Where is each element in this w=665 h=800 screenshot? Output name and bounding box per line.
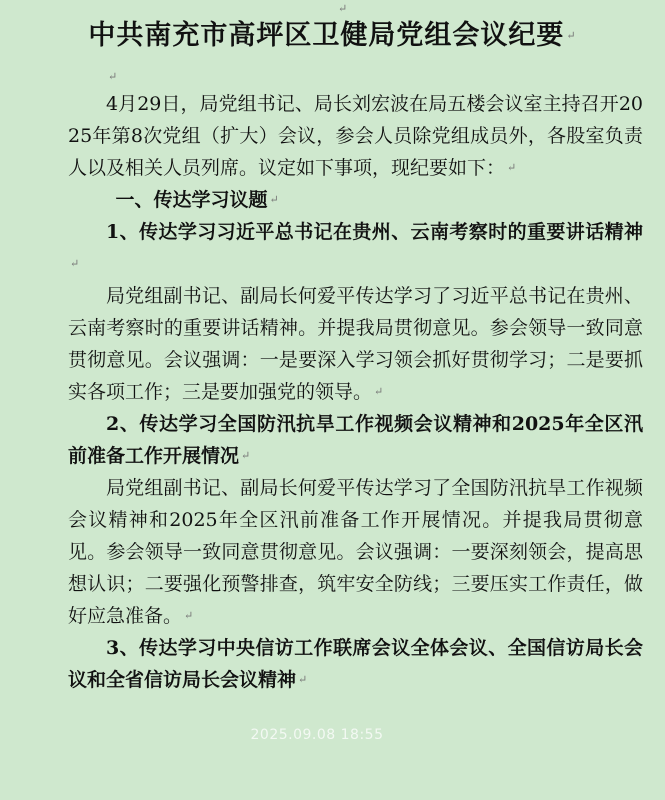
item-heading: [68, 632, 643, 696]
document-title: [0, 16, 665, 56]
paragraph-mark-icon: ↵: [70, 257, 80, 270]
paragraph-mark-icon: ↵: [184, 609, 194, 622]
item-body: [68, 472, 643, 632]
paragraph-mark-icon: ↵: [338, 2, 348, 15]
item-1-heading-text: 1、传达学习习近平总书记在贵州、云南考察时的重要讲话精神: [106, 221, 643, 243]
item-2-heading-text: 2、传达学习全国防汛抗旱工作视频会议精神和2025年全区汛前准备工作开展情况: [68, 413, 643, 467]
paragraph-mark-icon: ↵: [298, 673, 308, 686]
section-heading-text: 一、传达学习议题: [115, 189, 268, 211]
document-body: [68, 88, 643, 696]
item-heading: [68, 216, 643, 280]
timestamp-watermark: 2025.09.08 18:55: [250, 727, 384, 743]
item-heading: [68, 408, 643, 472]
paragraph-mark-icon: ↵: [374, 385, 384, 398]
item-body: [68, 280, 643, 408]
paragraph-mark-icon: ↵: [269, 193, 279, 206]
paragraph-mark-icon: ↵: [241, 449, 251, 462]
item-2-body-text: 局党组副书记、副局长何爱平传达学习了全国防汛抗旱工作视频会议精神和2025年全区汛前准备工作开展情况。并提我局贯彻意见。参会领导一致同意贯彻意见。会议强调：一要深刻领会，提高思想认识；二要强化预警排查，筑牢安全防线；三要压实工作责任，做好应急准备。: [68, 477, 643, 627]
paragraph-mark-icon: ↵: [566, 29, 577, 42]
intro-paragraph: [68, 88, 643, 184]
paragraph-mark-icon: ↵: [108, 70, 118, 83]
section-heading: [68, 184, 643, 216]
item-1-body-text: 局党组副书记、副局长何爱平传达学习了习近平总书记在贵州、云南考察时的重要讲话精神。并提我局贯彻意见。参会领导一致同意贯彻意见。会议强调：一是要深入学习领会抓好贯彻学习；二是要抓实各项工作；三是要加强党的领导。: [68, 285, 643, 403]
intro-text: 4月29日，局党组书记、局长刘宏波在局五楼会议室主持召开2025年第8次党组（扩大）会议，参会人员除党组成员外，各股室负责人以及相关人员列席。议定如下事项，现纪要如下：: [68, 93, 643, 179]
document-title-text: 中共南充市高坪区卫健局党组会议纪要: [88, 20, 565, 51]
paragraph-mark-icon: ↵: [507, 161, 517, 174]
item-3-heading-text: 3、传达学习中央信访工作联席会议全体会议、全国信访局长会议和全省信访局长会议精神: [68, 637, 643, 691]
